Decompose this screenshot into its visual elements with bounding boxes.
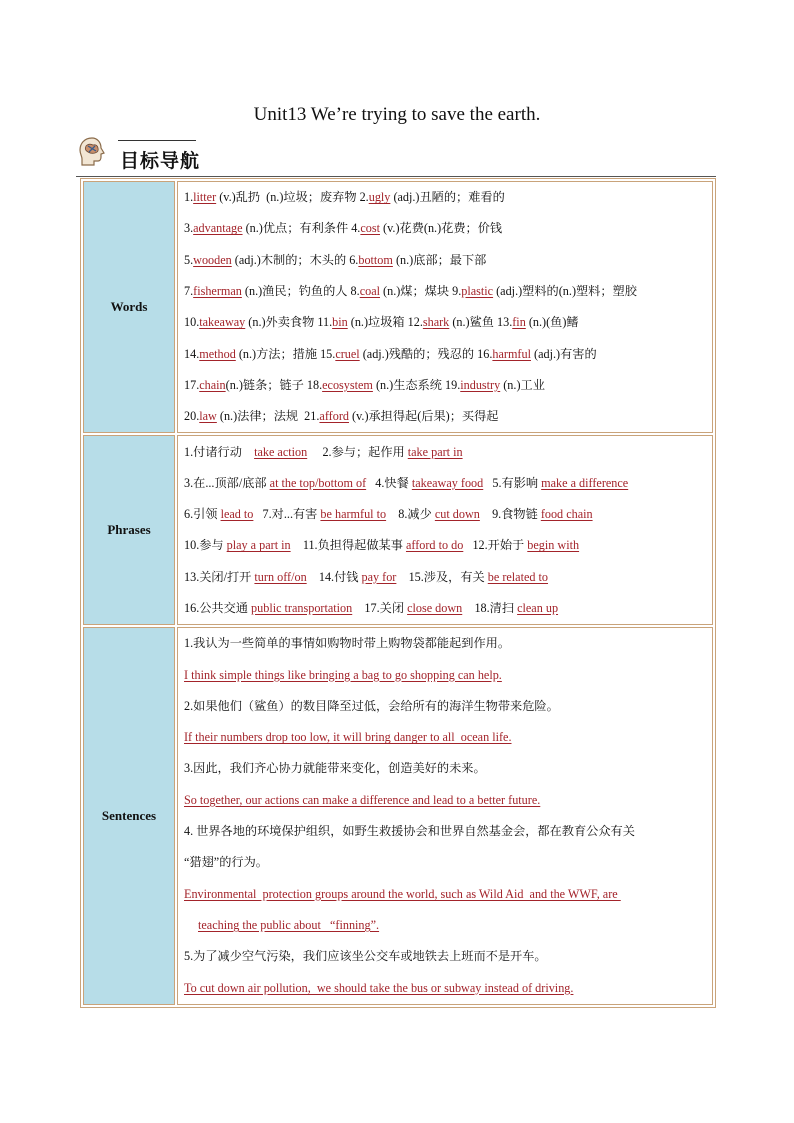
sentences-row [83,627,713,1005]
answer-term: begin with [527,538,580,553]
phrases-content [177,435,713,625]
item-text: 6.引领 [184,507,221,522]
item-text: (adj.)丑陋的；难看的 [390,190,505,205]
word-line [184,307,706,338]
answer-term: wooden [193,252,232,267]
phrases-label: Phrases [83,435,175,625]
answer-term: cut down [434,507,480,522]
english-translation: So together, our actions can make a difference and lead to a better future. [184,792,541,807]
answer-term: take action [254,444,308,459]
answer-term: take part in [407,444,463,459]
brain-head-icon [76,136,108,168]
word-line [184,338,706,369]
item-text: 17. [184,377,200,392]
item-text: (n.)鲨鱼 13. [449,315,513,330]
sentence-english [184,972,706,1003]
item-text: 8.减少 [386,507,435,522]
header-rule-bottom [76,176,716,177]
item-text: (n.)渔民；钓鱼的人 8. [241,284,360,299]
item-text: 13.关闭/打开 [184,569,255,584]
sentences-content [177,627,713,1005]
section-header [76,136,716,178]
item-text: (n.)生态系统 19. [372,377,461,392]
item-text: 10. [184,315,200,330]
item-text: (adj.)有害的 [530,346,597,361]
english-translation: teaching the public about “finning”. [198,917,380,932]
sentence-english [184,785,706,816]
sentence-chinese [184,816,706,847]
answer-term: cruel [335,346,360,361]
phrase-line [184,530,706,561]
item-text: (adj.)塑料的(n.)塑料；塑胶 [493,284,637,299]
item-text: (n.)外卖食物 11. [245,315,333,330]
item-text: (n.)(鱼)鳍 [525,315,579,330]
english-translation: To cut down air pollution, we should take the bus or subway instead of driving. [184,980,574,995]
answer-term: pay for [361,569,397,584]
word-line [184,401,706,432]
item-text: 18.清扫 [462,601,518,615]
english-translation: I think simple things like bringing a bag to go shopping can help. [184,667,502,682]
sentence-english [184,659,706,690]
section-title: 目标导航 [120,150,201,172]
english-translation: Environmental protection groups around the world, such as Wild Aid and the WWF, are [184,886,621,901]
chinese-sentence: 2.如果他们（鲨鱼）的数目降至过低，会给所有的海洋生物带来危险。 [184,698,559,713]
answer-term: bottom [358,252,393,267]
item-text: 2.参与；起作用 [307,444,408,459]
item-text: (adj.)木制的；木头的 6. [231,252,359,267]
answer-term: chain [199,377,226,392]
answer-term: afford to do [405,538,464,553]
sentences-label: Sentences [83,627,175,1005]
item-text: (n.)链条；链子 18. [225,377,323,392]
answer-term: be related to [487,569,549,584]
sentence-chinese [184,628,706,659]
words-row [83,181,713,433]
item-text: (n.)底部；最下部 [392,252,487,267]
chinese-sentence: “猎翅”的行为。 [184,855,268,870]
answer-term: coal [359,284,380,299]
item-text: 5.有影响 [483,475,542,490]
item-text: 20. [184,409,200,424]
item-text: 3. [184,221,194,236]
word-line [184,182,706,213]
sentence-chinese [184,847,706,878]
item-text: (n.)法律；法规 21. [216,409,320,424]
answer-term: turn off/on [254,569,307,584]
answer-term: make a difference [541,475,629,490]
item-text: 9.食物链 [479,507,541,522]
phrase-line [184,468,706,499]
word-line [184,276,706,307]
answer-term: plastic [461,284,494,299]
answer-term: litter [193,190,217,205]
answer-term: shark [422,315,450,330]
word-line [184,213,706,244]
answer-term: ecosystem [322,377,373,392]
item-text: (n.)煤；煤块 9. [380,284,462,299]
item-text: (n.)优点；有利条件 4. [242,221,361,236]
item-text: (n.)工业 [500,377,545,392]
answer-term: public transportation [251,601,353,615]
item-text: 5. [184,252,194,267]
item-text: 14. [184,346,200,361]
item-text: 11.负担得起做某事 [290,538,406,553]
page-title: Unit13 We’re trying to save the earth. [253,104,541,125]
answer-term: food chain [540,507,593,522]
item-text: (v.)承担得起(后果)；买得起 [348,409,499,424]
sentence-english [184,910,706,941]
item-text: 1. [184,190,194,205]
answer-term: lead to [220,507,254,522]
answer-term: fin [512,315,526,330]
item-text: (v.)花费(n.)花费；价钱 [380,221,503,236]
answer-term: advantage [193,221,243,236]
item-text: (n.)垃圾箱 12. [347,315,423,330]
answer-term: law [199,409,217,424]
phrase-line [184,593,706,624]
words-label: Words [83,181,175,433]
vocab-table [80,178,716,1008]
item-text: 1.付诸行动 [184,444,255,459]
phrases-row [83,435,713,625]
item-text: 14.付钱 [306,569,362,584]
item-text: (v.)乱扔 (n.)垃圾；废弃物 2. [216,190,369,205]
item-text: 15.涉及，有关 [396,569,488,584]
header-rule-top [118,140,196,141]
item-text: 16.公共交通 [184,601,252,615]
answer-term: takeaway food [411,475,484,490]
chinese-sentence: 4. 世界各地的环境保护组织，如野生救援协会和世界自然基金会，都在教育公众有关 [184,824,635,839]
item-text: 4.快餐 [366,475,412,490]
english-translation: If their numbers drop too low, it will bring danger to all ocean life. [184,730,512,745]
chinese-sentence: 3.因此，我们齐心协力就能带来变化，创造美好的未来。 [184,761,486,776]
words-content [177,181,713,433]
sentence-chinese [184,941,706,972]
answer-term: clean up [517,601,559,615]
answer-term: cost [360,221,380,236]
answer-term: be harmful to [320,507,387,522]
answer-term: play a part in [226,538,291,553]
item-text: 7.对...有害 [253,507,321,522]
phrase-line [184,436,706,467]
phrase-line [184,499,706,530]
answer-term: at the top/bottom of [269,475,367,490]
item-text: 12.开始于 [463,538,528,553]
answer-term: industry [460,377,501,392]
answer-term: afford [319,409,349,424]
chinese-sentence: 5.为了减少空气污染，我们应该坐公交车或地铁去上班而不是开车。 [184,949,547,964]
answer-term: bin [332,315,348,330]
answer-term: fisherman [193,284,242,299]
phrase-line [184,562,706,593]
answer-term: method [199,346,236,361]
item-text: 10.参与 [184,538,227,553]
chinese-sentence: 1.我认为一些简单的事情如购物时带上购物袋都能起到作用。 [184,636,511,651]
word-line [184,370,706,401]
sentence-chinese [184,753,706,784]
answer-term: close down [407,601,463,615]
sentence-english [184,879,706,910]
sentence-english [184,722,706,753]
answer-term: ugly [368,190,391,205]
item-text: 17.关闭 [352,601,408,615]
answer-term: harmful [492,346,531,361]
sentence-chinese [184,691,706,722]
item-text: (adj.)残酷的；残忍的 16. [359,346,493,361]
item-text: 7. [184,284,194,299]
item-text: 3.在...顶部/底部 [184,475,270,490]
word-line [184,245,706,276]
answer-term: takeaway [199,315,246,330]
item-text: (n.)方法；措施 15. [235,346,336,361]
